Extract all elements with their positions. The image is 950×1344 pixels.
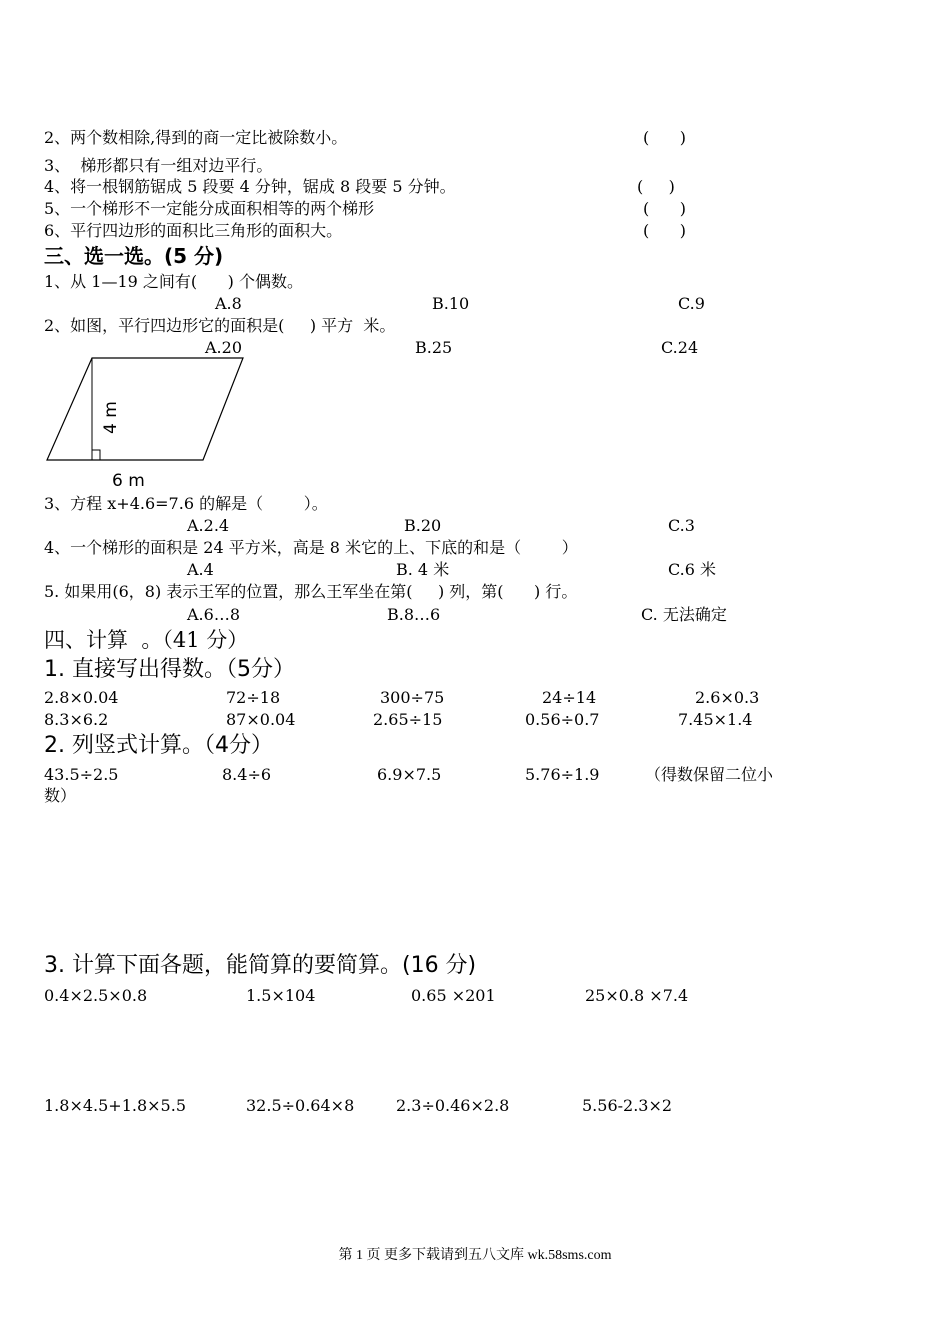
s3-q3-text: 3、方程 x+4.6=7.6 的解是（ ）。 <box>44 494 328 513</box>
section3-title: 三、选一选。(5 分) <box>44 244 224 268</box>
s4-sub1-r1-c2: 72÷18 <box>226 688 281 707</box>
judge-bracket-2: ( ) <box>643 128 686 147</box>
s3-q3-option-c: C.3 <box>668 516 695 535</box>
s3-q2-text: 2、如图，平行四边形它的面积是( ) 平方 米。 <box>44 316 396 335</box>
s4-sub1-r1-c4: 24÷14 <box>542 688 597 707</box>
s3-q2-option-b: B.25 <box>415 338 453 357</box>
s4-sub3-r2-c1: 1.8×4.5+1.8×5.5 <box>44 1096 186 1115</box>
judge-bracket-5: ( ) <box>643 199 686 218</box>
s4-sub3-r1-c2: 1.5×104 <box>246 986 316 1005</box>
judge-item-3: 3、 梯形都只有一组对边平行。 <box>44 156 273 175</box>
s3-q4-option-b: B. 4 米 <box>396 560 450 579</box>
s3-q4-option-a: A.4 <box>187 560 214 579</box>
s3-q5-option-c: C. 无法确定 <box>641 605 727 624</box>
s4-sub3-title: 3. 计算下面各题，能简算的要简算。(16 分) <box>44 953 477 978</box>
s3-q2-option-c: C.24 <box>661 338 699 357</box>
s4-sub1-r1-c3: 300÷75 <box>380 688 445 707</box>
judge-item-2: 2、两个数相除,得到的商一定比被除数小。 <box>44 128 348 147</box>
s4-sub1-r2-c1: 8.3×6.2 <box>44 710 109 729</box>
judge-item-4: 4、将一根钢筋锯成 5 段要 4 分钟，锯成 8 段要 5 分钟。 <box>44 177 456 196</box>
judge-bracket-4: ( ) <box>637 177 675 196</box>
s4-sub2-title: 2. 列竖式计算。（4分） <box>44 733 273 758</box>
s3-q5-text: 5. 如果用(6，8) 表示王军的位置，那么王军坐在第( ) 列，第( ) 行。 <box>44 582 578 601</box>
s3-q1-option-a: A.8 <box>215 294 242 313</box>
s3-q4-text: 4、一个梯形的面积是 24 平方米，高是 8 米它的上、下底的和是（ ） <box>44 538 578 557</box>
s3-q5-option-a: A.6…8 <box>187 605 240 624</box>
parallelogram-figure <box>40 350 260 490</box>
s3-q5-option-b: B.8…6 <box>387 605 441 624</box>
s4-sub3-r2-c2: 32.5÷0.64×8 <box>246 1096 355 1115</box>
parallelogram-shape <box>47 358 243 460</box>
s3-q1-option-c: C.9 <box>678 294 705 313</box>
s3-q2-option-a: A.20 <box>205 338 242 357</box>
s4-sub2-note-cont: 数） <box>44 786 77 805</box>
s4-sub1-r1-c5: 2.6×0.3 <box>695 688 760 707</box>
s3-q4-option-c: C.6 米 <box>668 560 717 579</box>
base-label: 6 m <box>112 471 145 490</box>
right-angle-mark <box>92 450 100 460</box>
page-footer: 第 1 页 更多下载请到五八文库 wk.58sms.com <box>338 1248 612 1263</box>
s3-q3-option-a: A.2.4 <box>187 516 230 535</box>
judge-item-5: 5、一个梯形不一定能分成面积相等的两个梯形 <box>44 199 375 218</box>
judge-bracket-6: ( ) <box>643 221 686 240</box>
s3-q1-option-b: B.10 <box>432 294 470 313</box>
s4-sub3-r1-c4: 25×0.8 ×7.4 <box>585 986 689 1005</box>
s4-sub3-r1-c1: 0.4×2.5×0.8 <box>44 986 148 1005</box>
height-label: 4 m <box>101 401 121 434</box>
s4-sub2-item-3: 6.9×7.5 <box>377 765 442 784</box>
s3-q3-option-b: B.20 <box>404 516 442 535</box>
s4-sub1-title: 1. 直接写出得数。（5分） <box>44 657 295 682</box>
s4-sub2-note: （得数保留二位小 <box>645 765 774 784</box>
s4-sub1-r2-c3: 2.65÷15 <box>373 710 443 729</box>
judge-item-6: 6、平行四边形的面积比三角形的面积大。 <box>44 221 343 240</box>
s4-sub1-r2-c4: 0.56÷0.7 <box>525 710 600 729</box>
s4-sub3-r2-c4: 5.56-2.3×2 <box>582 1096 673 1115</box>
s4-sub2-item-2: 8.4÷6 <box>222 765 272 784</box>
s4-sub3-r2-c3: 2.3÷0.46×2.8 <box>396 1096 510 1115</box>
s4-sub2-item-1: 43.5÷2.5 <box>44 765 119 784</box>
s4-sub1-r2-c2: 87×0.04 <box>226 710 296 729</box>
s4-sub2-item-4: 5.76÷1.9 <box>525 765 600 784</box>
s3-q1-text: 1、从 1—19 之间有( ) 个偶数。 <box>44 272 303 291</box>
s4-sub3-r1-c3: 0.65 ×201 <box>411 986 496 1005</box>
s4-sub1-r2-c5: 7.45×1.4 <box>678 710 753 729</box>
s4-sub1-r1-c1: 2.8×0.04 <box>44 688 119 707</box>
section4-title: 四、计算 。（41 分） <box>44 628 249 652</box>
